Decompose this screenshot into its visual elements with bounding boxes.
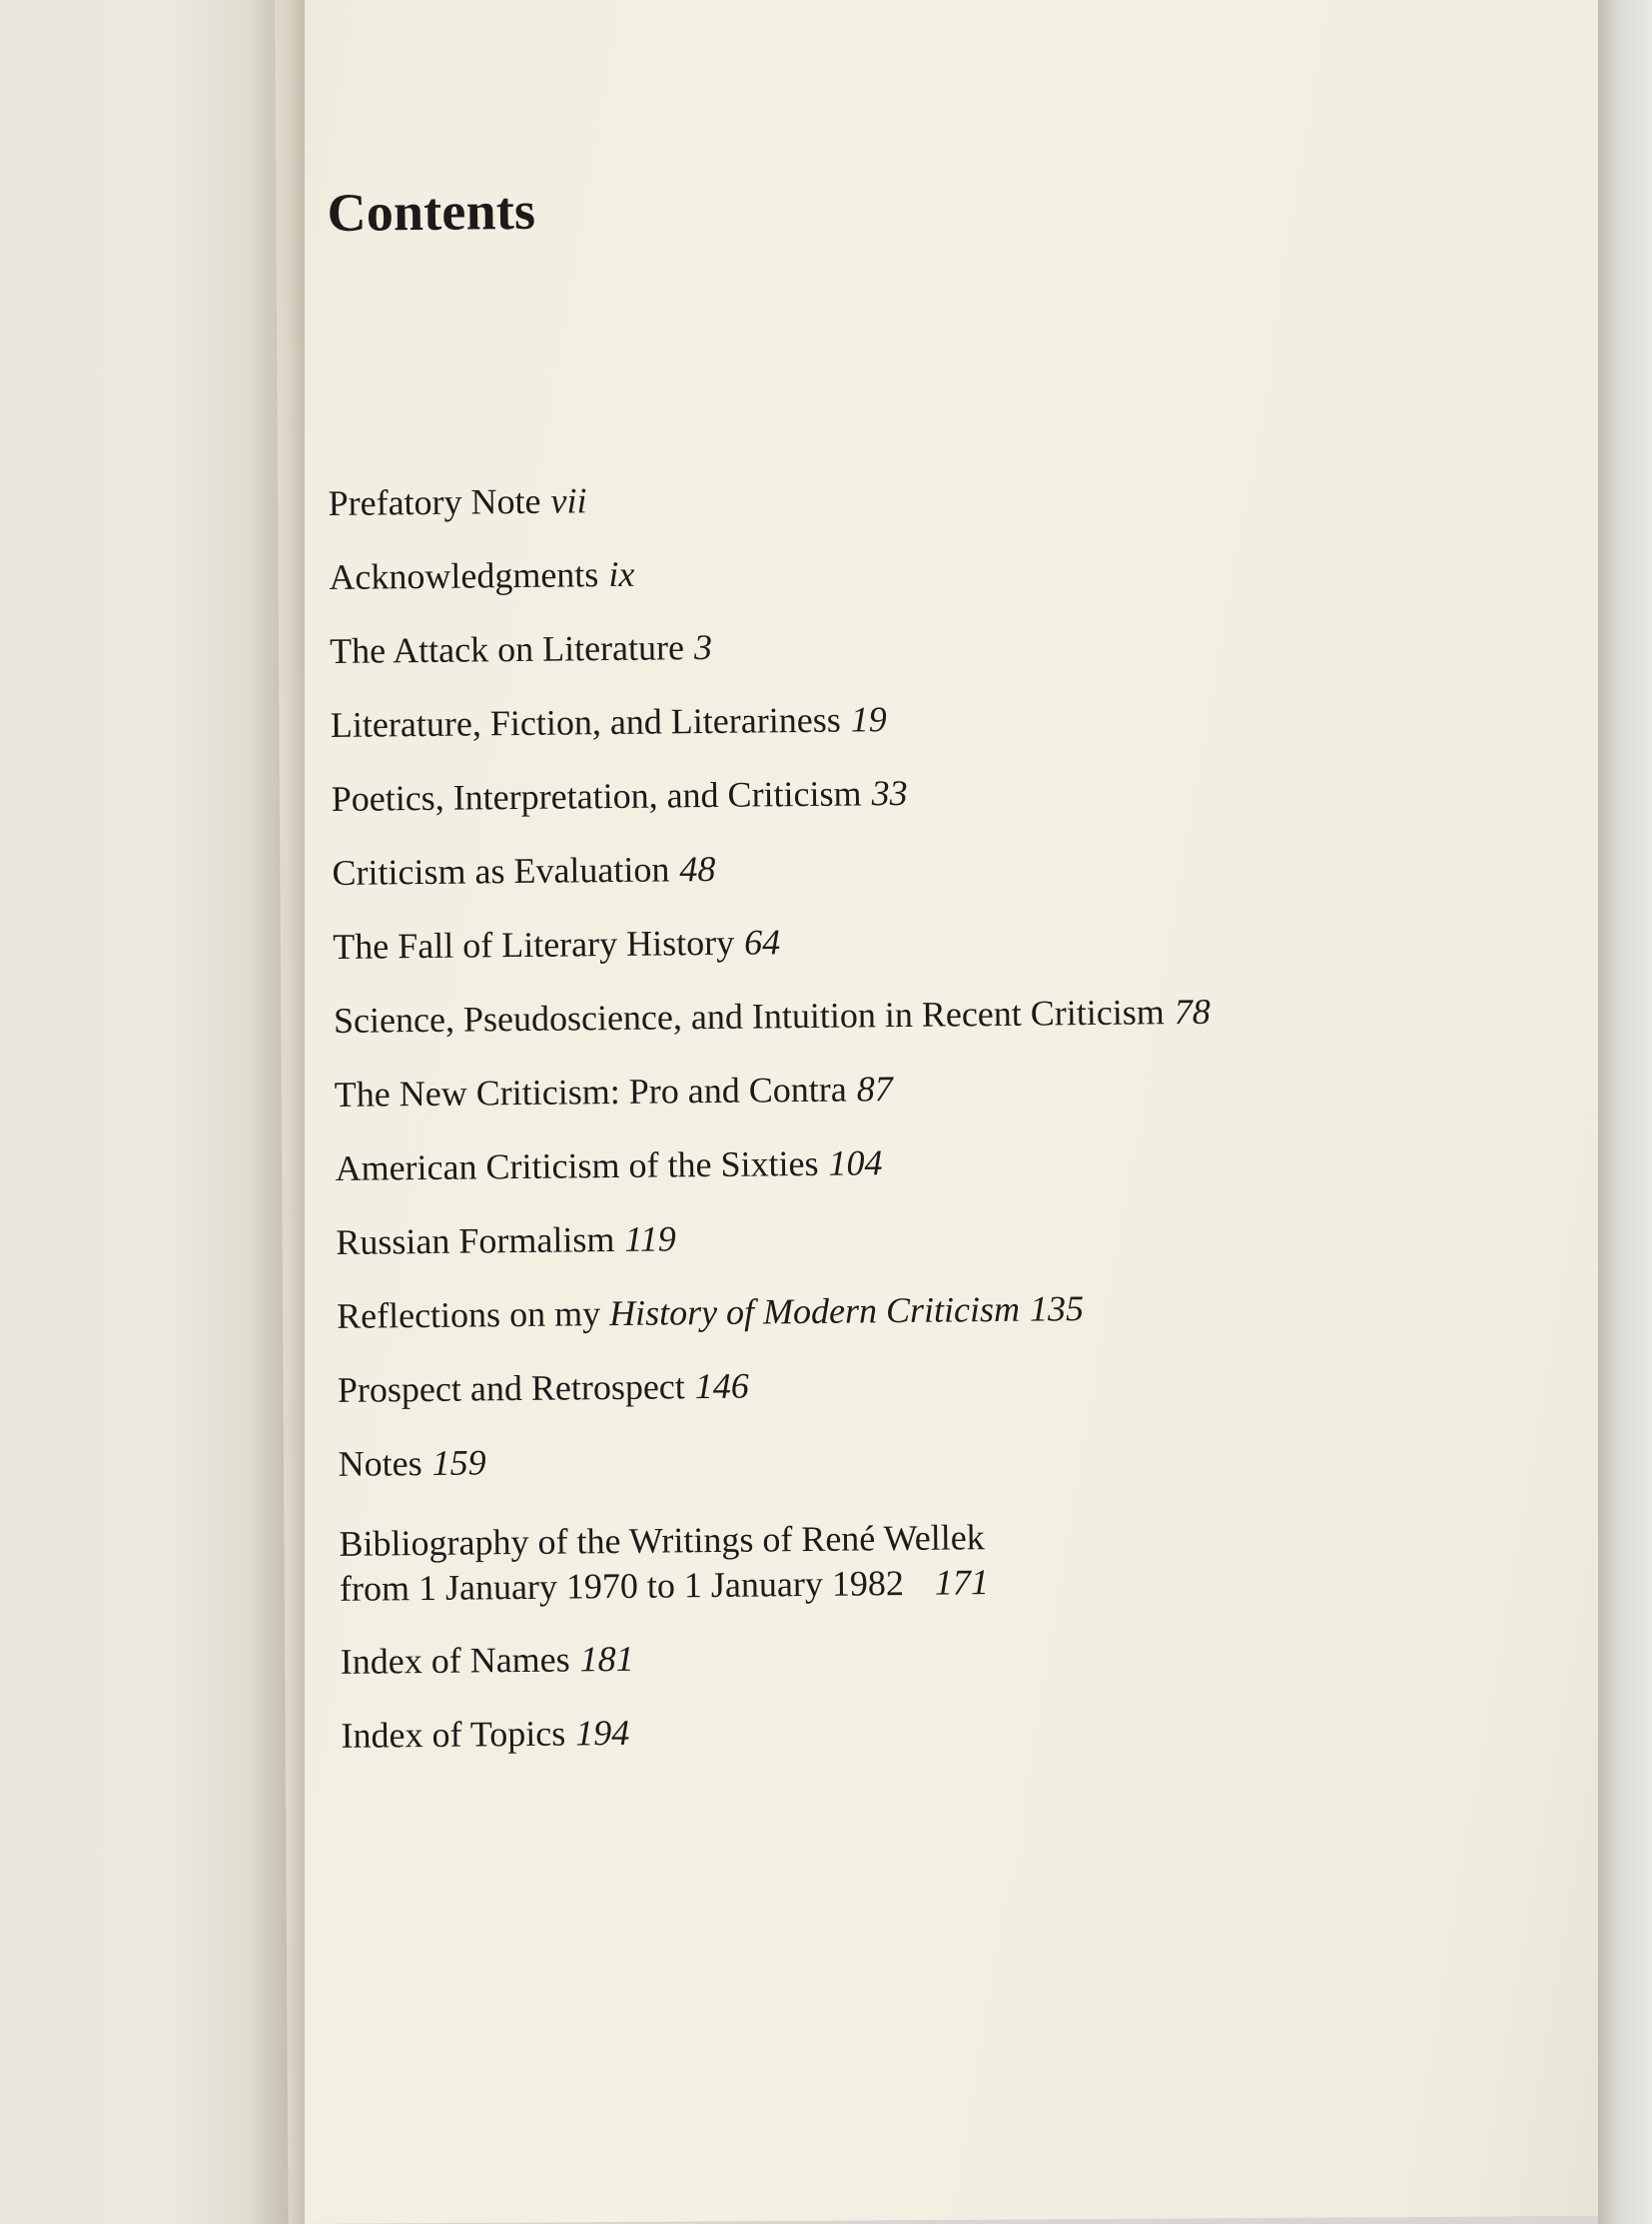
toc-entry-page: 33 [871, 772, 908, 814]
toc-entry-page: 119 [624, 1218, 676, 1259]
toc-entry-title: Poetics, Interpretation, and Criticism [331, 773, 862, 819]
toc-entry-title: The New Criticism: Pro and Contra [334, 1069, 847, 1114]
toc-entry-title: The Fall of Literary History [333, 922, 735, 967]
toc-entry-acknowledgments [329, 542, 1528, 629]
toc-entry-title: Acknowledgments [329, 554, 599, 597]
toc-entry-reflections [337, 1281, 1536, 1368]
table-of-contents [328, 468, 1540, 1787]
toc-entry-title: Prefatory Note [328, 480, 541, 523]
toc-entry-title: Criticism as Evaluation [332, 849, 670, 893]
toc-entry-title: Literature, Fiction, and Literariness [330, 699, 841, 745]
contents-page [325, 147, 1540, 1787]
toc-entry-page: 78 [1174, 991, 1211, 1033]
toc-entry-literature-fiction [331, 690, 1530, 777]
page-edge [1598, 0, 1652, 2224]
toc-entry-page: 87 [856, 1069, 893, 1110]
toc-entry-page: 171 [934, 1562, 990, 1603]
toc-entry-notes [338, 1429, 1537, 1516]
toc-entry-attack-on-literature [330, 616, 1529, 703]
toc-entry-page: 181 [579, 1638, 634, 1680]
toc-entry-title: Russian Formalism [336, 1219, 615, 1262]
toc-entry-science-pseudoscience [334, 986, 1533, 1073]
page-title: Contents [327, 180, 536, 243]
toc-entry-page: 194 [575, 1712, 630, 1754]
toc-entry-american-criticism [335, 1133, 1534, 1220]
toc-entry-page: 48 [679, 848, 716, 890]
toc-entry-prospect-retrospect [338, 1355, 1537, 1442]
toc-entry-title: Notes [338, 1443, 422, 1484]
toc-entry-page: 159 [431, 1442, 486, 1483]
toc-entry-index-of-names [341, 1627, 1540, 1714]
toc-entry-page: 146 [694, 1365, 749, 1407]
toc-entry-page: 64 [743, 922, 781, 963]
toc-entry-bibliography [339, 1509, 1538, 1640]
toc-entry-title-italic: History of Modern Criticism [608, 1288, 1021, 1334]
toc-entry-title-line-2: from 1 January 1970 to 1 January 1982 [339, 1563, 905, 1609]
gutter-shadow [250, 0, 305, 2224]
toc-entry-page: vii [550, 480, 587, 521]
toc-entry-page: 104 [828, 1142, 883, 1183]
toc-entry-poetics [331, 764, 1530, 851]
toc-entry-page: ix [608, 553, 635, 595]
toc-entry-title-line-1: Bibliography of the Writings of René Wellek [339, 1517, 985, 1564]
toc-entry-prefatory-note [328, 468, 1527, 555]
toc-entry-russian-formalism [336, 1207, 1535, 1294]
toc-entry-new-criticism [335, 1060, 1534, 1146]
toc-entry-index-of-topics [341, 1701, 1540, 1788]
toc-entry-title: Index of Names [340, 1639, 570, 1682]
toc-entry-title: American Criticism of the Sixties [335, 1142, 819, 1188]
toc-entry-title: Reflections on my [336, 1293, 601, 1336]
toc-entry-fall-of-literary-history [333, 912, 1532, 999]
toc-entry-page: 135 [1029, 1288, 1085, 1329]
toc-entry-page: 3 [693, 626, 713, 668]
toc-entry-title: Science, Pseudoscience, and Intuition in Recent Criticism [333, 992, 1165, 1041]
toc-entry-criticism-evaluation [332, 838, 1531, 925]
toc-entry-page: 19 [850, 699, 887, 740]
toc-entry-title: Index of Topics [341, 1713, 566, 1756]
toc-entry-title: The Attack on Literature [329, 627, 685, 671]
left-page [0, 0, 290, 2224]
toc-entry-title: Prospect and Retrospect [337, 1366, 685, 1410]
